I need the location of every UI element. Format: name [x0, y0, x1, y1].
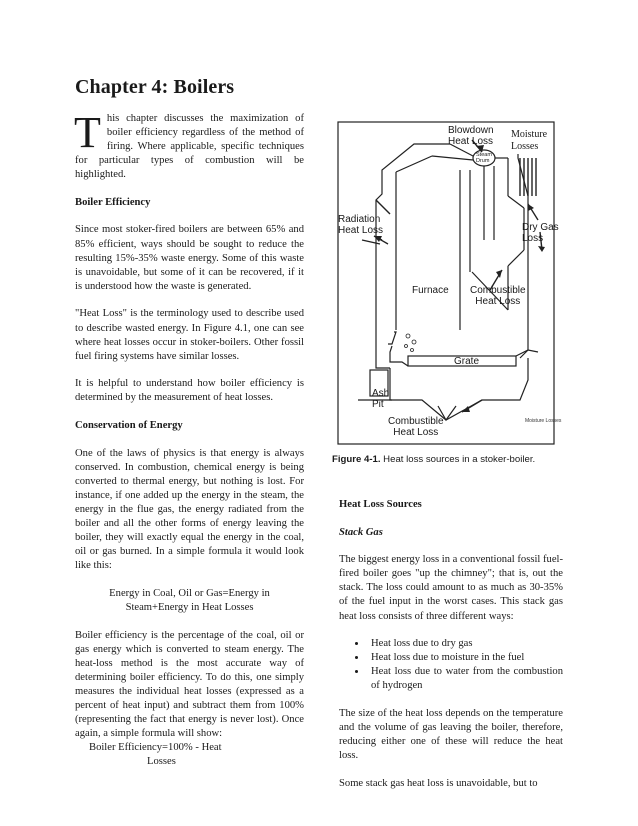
paragraph: The size of the heat loss depends on the temperature and the volume of gas leaving the boiler, therefore, reducing either one of these will reduce the heat loss.	[339, 708, 563, 762]
list-item: • Heat loss due to dry gas	[367, 637, 563, 651]
formula-line: Energy in Coal, Oil or Gas=Energy in	[109, 587, 270, 599]
label-grate	[454, 356, 479, 367]
formula-line: Steam+Energy in Heat Losses	[125, 601, 254, 613]
label-blowdown-heat-loss	[448, 125, 494, 147]
heading-boiler-efficiency: Boiler Efficiency	[75, 196, 151, 208]
label-dry-gas-loss	[522, 222, 559, 244]
label-text: Combustible Heat Loss	[388, 416, 444, 438]
label-text: Combustible Heat Loss	[470, 285, 526, 307]
label-combustible-heat-loss-bottom	[388, 416, 444, 438]
label-text: Grate	[454, 356, 480, 367]
figure-heat-loss-diagram	[332, 100, 568, 470]
right-column	[339, 498, 563, 805]
figure-caption-number: Figure 4-1.	[332, 454, 381, 465]
heading-stack-gas: Stack Gas	[339, 526, 383, 538]
label-text: Moisture Losses	[525, 418, 562, 424]
list-item: • Heat loss due to water from the combustion of hydrogen	[367, 665, 563, 693]
label-text: Ash Pit	[372, 388, 390, 410]
boiler-roof-left	[382, 144, 450, 190]
figure-caption	[332, 454, 535, 465]
label-text: Furnace	[412, 285, 449, 296]
formula-line: Boiler Efficiency=100% - Heat	[89, 742, 222, 754]
label-tiny-moisture	[525, 418, 561, 424]
heat-loss-arrows	[362, 140, 542, 412]
label-furnace	[412, 285, 449, 296]
intro-text: his chapter discusses the maximization of boiler efficiency regardless of the method of firing. Where applicable, specific techniques for particular types of combustion will be highlighted.	[75, 113, 304, 181]
heading-heat-loss-sources: Heat Loss Sources	[339, 499, 422, 510]
paragraph: The biggest energy loss in a conventional fossil fuel-fired boiler goes "up the chimney"; that is, out the stack. The loss could amount to as much as 30-35% of the fuel input in the worst cases. This stack gas heat loss consists of three different ways:	[339, 554, 563, 622]
left-column	[74, 108, 304, 769]
bullet-list	[339, 637, 563, 693]
label-text: Dry Gas Loss	[522, 222, 559, 244]
heading-conservation-of-energy: Conservation of Energy	[75, 420, 183, 431]
label-radiation-heat-loss	[338, 214, 383, 236]
label-text: Steam Drum	[476, 152, 492, 164]
formula-line: Losses	[147, 756, 176, 768]
label-text: Radiation Heat Loss	[338, 214, 384, 236]
label-ash-pit	[372, 388, 389, 410]
paragraph: Boiler efficiency is the percentage of the coal, oil or gas energy which is converted to steam energy. The heat-loss method is the most accurate way of determining boiler efficiency. To do this, one simply measures the individual heat losses (expressed as a percent of heat input) and subtract them from 100% (representing the fact that energy is never lost). Once again, a simple formula will show:	[75, 629, 304, 740]
formula-efficiency	[75, 741, 304, 769]
formula-energy	[75, 587, 304, 615]
paragraph: One of the laws of physics is that energy is always conserved. In combustion, chemical energy is being converted to thermal energy, but nothing is lost. For instance, if one added up the energy in the steam, the energy in the flue gas, the energy radiated from the boiler and all the other forms of energy leaving the boiler, they will exactly equal the energy in the coal, oil or gas burned. In a simple formula it would look like this:	[75, 447, 304, 572]
label-text: Blowdown Heat Loss	[448, 125, 494, 147]
paragraph: Since most stoker-fired boilers are between 65% and 85% efficient, ways should be sought to reduce the resulting 15%-35% waste energy. Some of this waste is unavoidable, but some of it can be recovered, if it is understood how the waste is generated.	[75, 224, 304, 292]
intro-paragraph	[74, 108, 304, 182]
list-item: • Heat loss due to moisture in the fuel	[367, 651, 563, 665]
label-text: Moisture Losses	[511, 129, 548, 152]
chapter-title: Chapter 4: Boilers	[75, 76, 235, 98]
paragraph: It is helpful to understand how boiler efficiency is determined by the measurement of heat losses.	[75, 378, 304, 404]
drop-cap: T	[74, 108, 101, 157]
label-steam-drum	[476, 152, 492, 164]
paragraph: "Heat Loss" is the terminology used to describe used to describe wasted energy. In Figure 4.1, one can see where heat losses occur in stoker-boilers. Other fossil fuel firing systems have similar losses.	[75, 308, 304, 362]
label-combustible-heat-loss-top	[470, 285, 526, 307]
paragraph: Some stack gas heat loss is unavoidable, but to	[339, 777, 538, 789]
figure-caption-text: Heat loss sources in a stoker-boiler.	[380, 454, 536, 465]
label-moisture-losses	[508, 128, 550, 154]
